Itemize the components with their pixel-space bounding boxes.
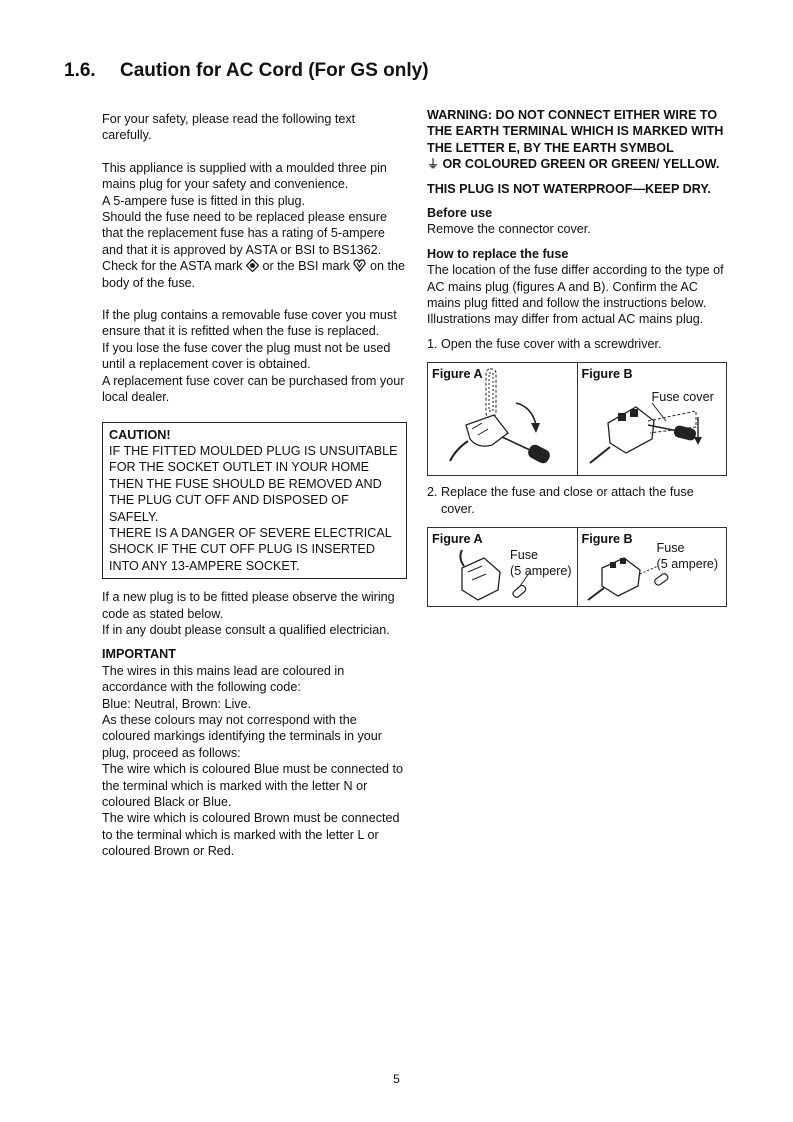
important-line: The wires in this mains lead are coloured in accordance with the following code: bbox=[102, 663, 345, 695]
section-heading bbox=[64, 60, 429, 82]
step-2: 2. Replace the fuse and close or attach the fuse cover. bbox=[427, 485, 694, 516]
important-title: IMPORTANT bbox=[102, 647, 176, 662]
figure-label: Figure A bbox=[432, 367, 483, 382]
before-use-text: Remove the connector cover. bbox=[427, 222, 591, 237]
fuse-callout: Fuse bbox=[510, 548, 538, 563]
figure-b-open-cover bbox=[577, 363, 727, 475]
figure-label: Figure B bbox=[581, 532, 633, 547]
fuse-rating-callout: (5 ampere) bbox=[656, 557, 719, 572]
important-line: The wire which is coloured Brown must be connected to the terminal which is marked with the letter L or coloured Brown or Red. bbox=[102, 811, 400, 859]
caution-box bbox=[102, 422, 407, 580]
right-column bbox=[427, 107, 727, 607]
fuse-info-line: Should the fuse need to be replaced please ensure that the replacement fuse has a rating of 5-ampere and that it is approved by ASTA or BSI to BS1362. bbox=[102, 210, 387, 257]
asta-text: Check for the ASTA mark bbox=[102, 259, 243, 274]
waterproof-warning: THIS PLUG IS NOT WATERPROOF—KEEP DRY. bbox=[427, 181, 711, 196]
bsi-kitemark-icon bbox=[353, 259, 366, 272]
figure-b-fuse bbox=[577, 528, 727, 606]
fuse-cover-line: If the plug contains a removable fuse cover you must ensure that it is refitted when the fuse is replaced. bbox=[102, 308, 397, 339]
new-plug-line: If a new plug is to be fitted please observe the wiring code as stated below. bbox=[102, 590, 395, 621]
caution-line: THERE IS A DANGER OF SEVERE ELECTRICAL SHOCK IF THE CUT OFF PLUG IS INSERTED INTO ANY 13-AMPERE SOCKET. bbox=[109, 525, 392, 573]
left-column bbox=[102, 111, 407, 860]
intro-paragraph: For your safety, please read the following text carefully. bbox=[102, 112, 356, 143]
important-line: Blue: Neutral, Brown: Live. bbox=[102, 696, 252, 711]
step-1: 1. Open the fuse cover with a screwdriver. bbox=[427, 336, 662, 351]
figure-label: Figure B bbox=[581, 367, 633, 382]
warning-text: WARNING: DO NOT CONNECT EITHER WIRE TO THE EARTH TERMINAL WHICH IS MARKED WITH THE LETTER E, BY THE EARTH SYMBOL bbox=[427, 108, 724, 155]
new-plug-paragraph bbox=[102, 589, 407, 638]
figure-a-open-cover bbox=[428, 363, 577, 475]
fuse-info-line: A 5-ampere fuse is fitted in this plug. bbox=[102, 193, 306, 208]
fuse-rating-callout: (5 ampere) bbox=[510, 564, 572, 579]
fuse-callout: Fuse bbox=[656, 541, 685, 556]
fuse-mark-line bbox=[102, 258, 407, 291]
fuse-cover-line: If you lose the fuse cover the plug must not be used until a replacement cover is obtained. bbox=[102, 340, 391, 372]
earth-symbol-icon: ⏚ bbox=[427, 157, 440, 172]
bsi-text: or the BSI mark bbox=[262, 259, 350, 274]
figure-row-1 bbox=[427, 362, 727, 476]
fuse-cover-callout: Fuse cover bbox=[651, 390, 714, 405]
warning-paragraph bbox=[427, 107, 727, 173]
warning-text-end: OR COLOURED GREEN OR GREEN/ YELLOW. bbox=[442, 157, 720, 172]
caution-title: CAUTION! bbox=[109, 427, 171, 442]
before-use-title: Before use bbox=[427, 206, 493, 221]
fuse-info-paragraph bbox=[102, 160, 407, 291]
figure-label: Figure A bbox=[432, 532, 483, 547]
asta-mark-icon bbox=[246, 259, 259, 272]
fuse-cover-line: A replacement fuse cover can be purchased from your local dealer. bbox=[102, 373, 405, 405]
important-line: The wire which is coloured Blue must be connected to the terminal which is marked with the letter N or coloured Black or Blue. bbox=[102, 762, 404, 810]
new-plug-line: If in any doubt please consult a qualified electrician. bbox=[102, 622, 390, 637]
page-number: 5 bbox=[393, 1072, 400, 1086]
fuse-cover-paragraph bbox=[102, 307, 407, 405]
section-number: 1.6. bbox=[64, 60, 96, 81]
fuse-body-text: on the body of the fuse. bbox=[102, 259, 405, 290]
fuse-info-line: This appliance is supplied with a moulded three pin mains plug for your safety and convenience. bbox=[102, 160, 387, 192]
howto-note: Illustrations may differ from actual AC mains plug. bbox=[427, 312, 704, 327]
section-title: Caution for AC Cord (For GS only) bbox=[120, 60, 429, 81]
caution-line: IF THE FITTED MOULDED PLUG IS UNSUITABLE FOR THE SOCKET OUTLET IN YOUR HOME THEN THE FUSE SHOULD BE REMOVED AND THE PLUG CUT OFF AND DISPOSED OF SAFELY. bbox=[109, 443, 398, 524]
important-section bbox=[102, 646, 407, 859]
howto-title: How to replace the fuse bbox=[427, 246, 569, 261]
howto-text: The location of the fuse differ according to the type of AC mains plug (figures A and B). Confirm the AC mains plug fitted and follow the instructions below. bbox=[427, 263, 724, 311]
figure-a-fuse bbox=[428, 528, 577, 606]
important-line: As these colours may not correspond with the coloured markings identifying the terminals in your plug, proceed as follows: bbox=[102, 713, 382, 760]
figure-row-2 bbox=[427, 527, 727, 607]
